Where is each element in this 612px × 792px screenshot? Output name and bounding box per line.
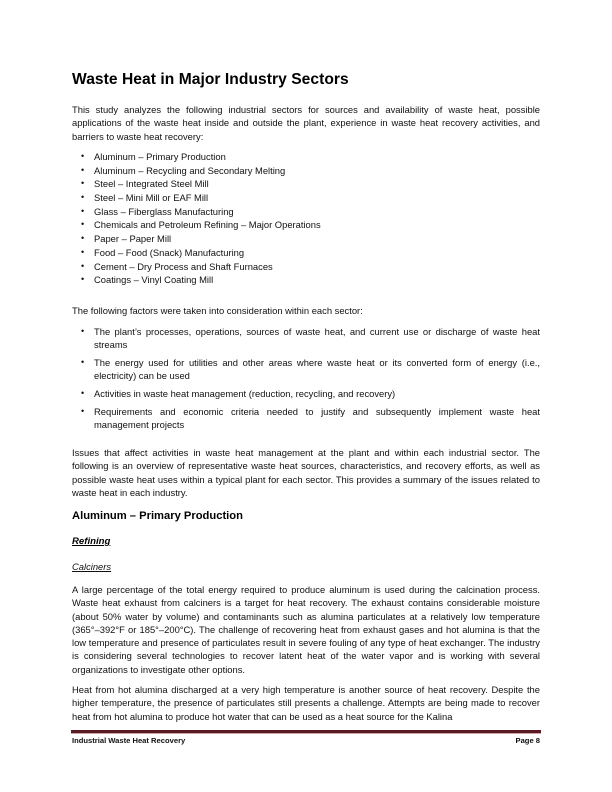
bullet-icon: •: [81, 405, 85, 416]
bullet-icon: •: [81, 260, 85, 271]
list-item: [72, 246, 540, 260]
factors-list: [72, 325, 540, 436]
subsection-heading: Refining: [72, 536, 111, 547]
bullet-icon: •: [81, 205, 85, 216]
sector-label: Aluminum – Recycling and Secondary Melting: [94, 164, 286, 176]
list-item: [72, 325, 540, 352]
footer-document-title: Industrial Waste Heat Recovery: [72, 736, 186, 745]
bullet-icon: •: [81, 388, 85, 399]
factor-text: The energy used for utilities and other areas where waste heat or its converted form of energy (i.e., electricity) can be used: [94, 357, 540, 382]
list-item: [72, 150, 540, 164]
sector-list: [72, 150, 540, 287]
list-item: [72, 356, 540, 383]
list-item: [72, 205, 540, 219]
footer-rule-shadow: [71, 733, 541, 734]
bullet-icon: •: [81, 192, 85, 203]
section-heading: Aluminum – Primary Production: [72, 510, 243, 522]
sector-label: Chemicals and Petroleum Refining – Major Operations: [94, 219, 321, 231]
calciners-paragraph: A large percentage of the total energy required to produce aluminum is used during the calcination process. Waste heat exhaust from calciners is a target for heat recovery. The exhaust contains considerable moisture (about 50% water by volume) and contaminants such as alumina particulates at a relatively low temperature (365°–392°F or 185°–200°C). The challenge of recovering heat from exhaust gases and hot alumina is that the low temperature and presence of particulates result in severe fouling of any type of heat exchanger. The industry is considering several technologies to recover latent heat of the water vapor and is working with several organizations to investigate other options.: [72, 584, 540, 675]
sector-label: Steel – Integrated Steel Mill: [94, 178, 209, 190]
bullet-icon: •: [81, 326, 85, 336]
list-item: [72, 273, 540, 287]
sector-label: Glass – Fiberglass Manufacturing: [94, 205, 234, 217]
hot-alumina-paragraph: Heat from hot alumina discharged at a very high temperature is another source of heat recovery. Despite the higher temperature, the presence of particulates still presents a challenge. Attempts are being made to recover heat from hot alumina to produce hot water that can be used as a heat source for the Kalina: [72, 684, 540, 722]
factor-text: The plant’s processes, operations, sources of waste heat, and current use or discharge of waste heat streams: [94, 326, 540, 351]
bullet-icon: •: [81, 164, 85, 175]
list-item: [72, 387, 540, 400]
factor-text: Activities in waste heat management (reduction, recycling, and recovery): [94, 388, 396, 400]
sector-label: Steel – Mini Mill or EAF Mill: [94, 192, 209, 204]
page-title: Waste Heat in Major Industry Sectors: [72, 71, 349, 88]
list-item: [72, 232, 540, 246]
factors-intro-paragraph: The following factors were taken into consideration within each sector:: [72, 305, 363, 316]
bullet-icon: •: [81, 233, 85, 244]
sector-label: Food – Food (Snack) Manufacturing: [94, 246, 245, 258]
list-item: [72, 164, 540, 178]
sector-label: Coatings – Vinyl Coating Mill: [94, 274, 214, 286]
bullet-icon: •: [81, 151, 85, 161]
intro-paragraph: This study analyzes the following industrial sectors for sources and availability of waste heat, possible applications of the waste heat inside and outside the plant, experience in waste heat recovery activities, and barriers to waste heat recovery:: [72, 104, 540, 142]
bullet-icon: •: [81, 219, 85, 230]
sector-label: Aluminum – Primary Production: [94, 151, 226, 162]
subsubsection-heading: Calciners: [72, 561, 112, 572]
list-item: [72, 260, 540, 274]
bullet-icon: •: [81, 178, 85, 189]
list-item: [72, 177, 540, 191]
bullet-icon: •: [81, 357, 85, 368]
bullet-icon: •: [81, 246, 85, 257]
sector-label: Paper – Paper Mill: [94, 233, 172, 245]
sector-label: Cement – Dry Process and Shaft Furnaces: [94, 260, 273, 272]
list-item: [72, 405, 540, 432]
footer-page-number: Page 8: [515, 736, 540, 745]
factor-text: Requirements and economic criteria needed to justify and subsequently implement waste heat management projects: [94, 405, 540, 431]
issues-paragraph: Issues that affect activities in waste heat management at the plant and within each industrial sector. The following is an overview of representative waste heat sources, characteristics, and recovery efforts, as well as possible waste heat uses within a typical plant for each sector. This provides a summary of the issues related to waste heat in each industry.: [72, 447, 540, 498]
list-item: [72, 218, 540, 232]
list-item: [72, 191, 540, 205]
bullet-icon: •: [81, 274, 85, 285]
